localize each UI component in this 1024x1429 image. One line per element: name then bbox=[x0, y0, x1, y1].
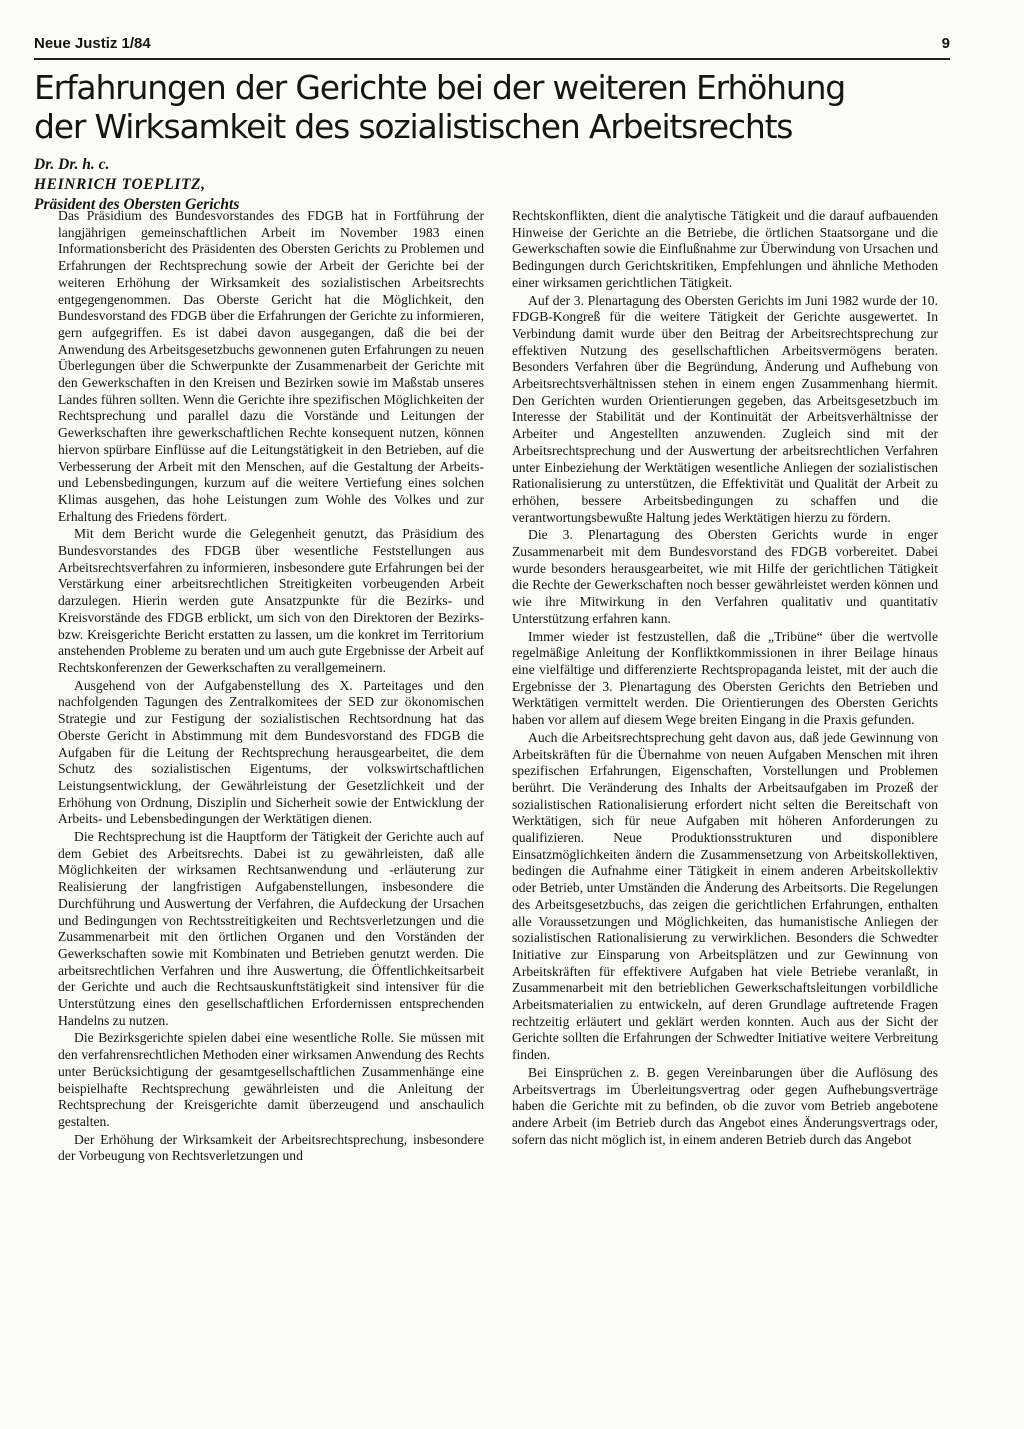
article-title-line-2: der Wirksamkeit des sozialistischen Arbeitsrechts bbox=[34, 107, 793, 146]
journal-reference: Neue Justiz 1/84 bbox=[34, 35, 151, 52]
page-header bbox=[34, 32, 950, 60]
paragraph: Immer wieder ist festzustellen, daß die „Tribüne“ über die wertvolle regelmäßige Anleitung der Konfliktkommissionen in ihrer Beilage hinaus eine vielfältige und differenzierte Rechtspropaganda leistet, mit der auch die Ergebnisse der 3. Plenartagung des Obersten Gerichts den Betrieben und Werktätigen vermittelt werden. Die Orientierungen des Obersten Gerichts haben vor allem auf diesem Wege breiten Eingang in die Praxis gefunden. bbox=[512, 628, 938, 728]
byline bbox=[34, 155, 239, 215]
article-title bbox=[34, 68, 974, 146]
paragraph: Auch die Arbeitsrechtsprechung geht davon aus, daß jede Gewinnung von Arbeitskräften für die Übernahme von neuen Aufgaben Menschen mit ihren spezifischen Erfahrungen, Eigenschaften, Vorstellungen und Problemen berührt. Die Veränderung des Inhalts der Arbeitsaufgaben im Prozeß der sozialistischen Rationalisierung erfordert nicht selten die Bereitschaft von Werktätigen, sich für neue Aufgaben mit höheren Anforderungen zu qualifizieren. Neue Produktionsstrukturen und disponiblere Einsatzmöglichkeiten ändern die Zusammensetzung von Arbeitskollektiven, bedingen die Aufnahme einer Tätigkeit in einem anderen Arbeitskollektiv oder Betrieb, unter Umständen die Änderung des Arbeitsorts. Die Regelungen des Arbeitsgesetzbuchs, das zeigen die gerichtlichen Erfahrungen, enthalten alle Voraussetzungen und Möglichkeiten, das humanistische Anliegen der sozialistischen Rationalisierung zu verwirklichen. Besonders die Schwedter Initiative zur Einsparung von Arbeitsplätzen und zur Gewinnung von Arbeitskräften für effektivere Aufgaben hat viele Betriebe veranlaßt, in Zusammenarbeit mit den betrieblichen Gewerkschaftsleitungen vorbildliche Arbeitsmaterialien zu entwickeln, auf deren Grundlage auftretende Fragen rechtzeitig erläutert und geklärt werden konnten. Auch aus der Sicht der Gerichte sollten die Erfahrungen der Schwedter Initiative weitere Verbreitung finden. bbox=[512, 729, 938, 1063]
paragraph: Mit dem Bericht wurde die Gelegenheit genutzt, das Präsidium des Bundesvorstandes des FDGB über wesentliche Feststellungen aus Arbeitsrechtsverfahren zu informieren, insbesondere gute Erfahrungen bei der Verstärkung einer arbeitsrechtlichen Streitigkeiten vorbeugenden Arbeit darzulegen. Hierin werden gute Ansatzpunkte für die Bezirks- und Kreisvorstände des FDGB erblickt, um sich von den Direktoren der Bezirks- bzw. Kreisgerichte Bericht erstatten zu lassen, um die konkret im Territorium anstehenden Probleme zu beraten und um auch gute Ergebnisse der Arbeit auf Rechtskonferenzen der Gewerkschaften zu verallgemeinern. bbox=[58, 526, 484, 675]
author-prefix: Dr. Dr. h. c. bbox=[34, 156, 110, 173]
text-column-left bbox=[58, 208, 484, 1348]
paragraph: Bei Einsprüchen z. B. gegen Vereinbarungen über die Auflösung des Arbeitsvertrags im Überleitungsvertrag oder gegen Aufhebungsverträge haben die Gerichte mit zu befinden, ob die zuvor vom Betrieb angebotene andere Arbeit (im Betrieb durch das Angebot eines Änderungsvertrags oder, sofern das nicht möglich ist, in einem anderen Betrieb durch das Angebot bbox=[512, 1064, 938, 1147]
page-number: 9 bbox=[941, 35, 950, 52]
author-role: Präsident des Obersten Gerichts bbox=[34, 196, 240, 213]
article-title-line-1: Erfahrungen der Gerichte bei der weiteren Erhöhung bbox=[34, 68, 846, 107]
paragraph: Der Erhöhung der Wirksamkeit der Arbeitsrechtsprechung, insbesondere der Vorbeugung von Rechtsverletzungen und bbox=[58, 1131, 484, 1164]
paragraph: Das Präsidium des Bundesvorstandes des FDGB hat in Fortführung der langjährigen gemeinschaftlichen Arbeit im November 1983 einen Informationsbericht des Präsidenten des Obersten Gerichts zu Problemen und Erfahrungen der Rechtsprechung sowie der Arbeit der Gerichte bei der weiteren Erhöhung der Wirksamkeit des sozialistischen Arbeitsrechts entgegengenommen. Das Oberste Gericht hat die Möglichkeit, den Bundesvorstand des FDGB über die Erfahrungen der Gerichte zu informieren, gern aufgegriffen. Es ist dabei davon ausgegangen, daß die bei der Anwendung des Arbeitsgesetzbuchs gewonnenen guten Erfahrungen zu neuen Überlegungen über die Schwerpunkte der Zusammenarbeit der Gerichte mit den Gewerkschaften in den Kreisen und Bezirken sowie im Maßstab unseres Landes führen sollten. Wenn die Gerichte ihre spezifischen Möglichkeiten der Rechtsprechung und parallel dazu die Vorstände und Leitungen der Gewerkschaften ihre gewerkschaftlichen Rechte konsequent nutzen, können hiervon spürbare Einflüsse auf die Leitungstätigkeit in den Betrieben, auf die Verbesserung der Arbeit mit den Menschen, auf die Gestaltung der Arbeits- und Lebensbedingungen, kurzum auf die weitere Vertiefung eines solchen Klimas ausgehen, das hohe Leistungen zum Wohle des Volkes und zur Erhaltung des Friedens fördert. bbox=[58, 208, 484, 524]
paragraph: Die Rechtsprechung ist die Hauptform der Tätigkeit der Gerichte auch auf dem Gebiet des Arbeitsrechts. Dabei ist zu gewährleisten, daß alle Möglichkeiten der wirksamen Rechtsanwendung und -erläuterung zur Realisierung der langfristigen Aufgabenstellungen, insbesondere die Durchführung und Auswertung der Verfahren, die Aufdeckung der Ursachen und Bedingungen von Rechtsstreitigkeiten und Rechtsverletzungen und die Zusammenarbeit mit den örtlichen Organen und den Vorständen der Gewerkschaften sowie mit Kombinaten und Betrieben genutzt werden. Die arbeitsrechtlichen Verfahren und ihre Auswertung, die Öffentlichkeitsarbeit der Gerichte und auch die Rechtsauskunftstätigkeit sind intensiver für die Unterstützung eines den gesellschaftlichen Erfordernissen entsprechenden Handelns zu nutzen. bbox=[58, 829, 484, 1028]
author-name: HEINRICH TOEPLITZ, bbox=[34, 176, 206, 193]
paragraph: Die Bezirksgerichte spielen dabei eine wesentliche Rolle. Sie müssen mit den verfahrensrechtlichen Methoden einer wirksamen Anwendung des Rechts unter Berücksichtigung der gesamtgesellschaftlichen Zusammenhänge eine beispielhafte Rechtsprechung gewährleisten und die Anleitung der Rechtsprechung der Kreisgerichte damit überzeugend und anschaulich gestalten. bbox=[58, 1030, 484, 1129]
author-line bbox=[34, 155, 239, 195]
paragraph: Auf der 3. Plenartagung des Obersten Gerichts im Juni 1982 wurde der 10. FDGB-Kongreß für die weitere Tätigkeit der Gerichte ausgewertet. In Verbindung damit wurde über den Beitrag der Arbeitsrechtsprechung zur effektiven Nutzung des gesellschaftlichen Arbeitsvermögens beraten. Besonders Verfahren über die Begründung, Änderung und Aufhebung von Arbeitsrechtsverhältnissen stehen in einem engen Zusammenhang hiermit. Den Gerichten wurden Orientierungen gegeben, das Arbeitsgesetzbuch im Interesse der Stabilität und der Kontinuität der Arbeitsverhältnisse der Arbeiter und Angestellten anzuwenden. Zugleich sind mit der Arbeitsrechtsprechung und der Auswertung der arbeitsrechtlichen Verfahren unter Einbeziehung der Werktätigen wesentliche Anliegen der sozialistischen Rationalisierung zu unterstützen, die Effektivität und Qualität der Arbeit zu erhöhen, bessere Arbeitsbedingungen zu schaffen und die verantwortungsbewußte Haltung jedes Werktätigen hierzu zu fördern. bbox=[512, 292, 938, 525]
paragraph: Rechtskonflikten, dient die analytische Tätigkeit und die darauf aufbauenden Hinweise der Gerichte an die Betriebe, die örtlichen Staatsorgane und die Gewerkschaften sowie die Einflußnahme zur Überwindung von Ursachen und Bedingungen durch Gerichtskritiken, Empfehlungen und ähnliche Methoden einer wirksamen gerichtlichen Tätigkeit. bbox=[512, 208, 938, 290]
paragraph: Ausgehend von der Aufgabenstellung des X. Parteitages und den nachfolgenden Tagungen des Zentralkomitees der SED zur ökonomischen Strategie und zur Festigung der sozialistischen Rechtsordnung hat das Oberste Gericht in Abstimmung mit dem Bundesvorstand des FDGB die Aufgaben für die Leitung der Rechtsprechung herausgearbeitet, die dem Schutz des sozialistischen Eigentums, der volkswirtschaftlichen Leistungsentwicklung, der Gewährleistung der Gesetzlichkeit und der Erhöhung von Ordnung, Disziplin und Sicherheit sowie der Entwicklung der Arbeits- und Lebensbedingungen der Werktätigen dienen. bbox=[58, 677, 484, 827]
text-column-right bbox=[512, 208, 938, 1348]
paragraph: Die 3. Plenartagung des Obersten Gerichts wurde in enger Zusammenarbeit mit dem Bundesvorstand des FDGB vorbereitet. Dabei wurde besonders herausgearbeitet, wie mit Hilfe der gerichtlichen Tätigkeit die Rechte der Gewerkschaften noch besser gewährleistet werden können und wie ihre Mitwirkung in den Verfahren qualitativ und quantitativ Unterstützung erfahren kann. bbox=[512, 527, 938, 626]
